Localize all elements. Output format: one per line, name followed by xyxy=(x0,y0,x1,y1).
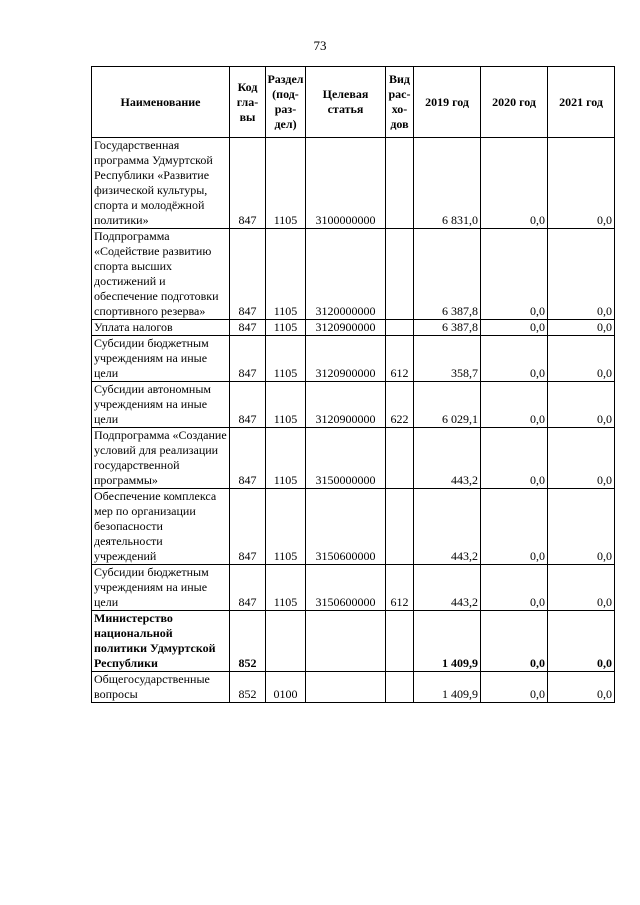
cell-2021: 0,0 xyxy=(548,611,615,672)
cell-type xyxy=(386,611,414,672)
cell-name: Субсидии бюджетным учреждениям на иные цели xyxy=(92,565,230,611)
cell-type xyxy=(386,320,414,336)
cell-section: 1105 xyxy=(266,489,306,565)
cell-2019: 443,2 xyxy=(414,489,481,565)
cell-section: 1105 xyxy=(266,320,306,336)
cell-2019: 443,2 xyxy=(414,565,481,611)
cell-section: 1105 xyxy=(266,138,306,229)
cell-name: Подпрограмма «Создание условий для реализации государственной программы» xyxy=(92,428,230,489)
table-row xyxy=(92,320,615,336)
table-row xyxy=(92,138,615,229)
cell-target xyxy=(306,672,386,703)
cell-2020: 0,0 xyxy=(481,320,548,336)
cell-target: 3150600000 xyxy=(306,565,386,611)
page-number: 73 xyxy=(313,38,327,53)
cell-code: 847 xyxy=(230,138,266,229)
cell-2021: 0,0 xyxy=(548,336,615,382)
cell-type: 622 xyxy=(386,382,414,428)
cell-target: 3120900000 xyxy=(306,336,386,382)
cell-name: Обеспечение комплекса мер по организации безопасности деятельности учреждений xyxy=(92,489,230,565)
cell-2020: 0,0 xyxy=(481,229,548,320)
cell-code: 852 xyxy=(230,611,266,672)
cell-target xyxy=(306,611,386,672)
table-row xyxy=(92,382,615,428)
header-target: Целевая статья xyxy=(306,67,386,138)
cell-code: 847 xyxy=(230,489,266,565)
header-type: Вид рас-хо-дов xyxy=(386,67,414,138)
table-header-row xyxy=(92,67,615,138)
cell-name: Общегосударственные вопросы xyxy=(92,672,230,703)
cell-target: 3100000000 xyxy=(306,138,386,229)
cell-target: 3150600000 xyxy=(306,489,386,565)
cell-target: 3120900000 xyxy=(306,320,386,336)
cell-type: 612 xyxy=(386,565,414,611)
cell-2021: 0,0 xyxy=(548,489,615,565)
cell-2019: 443,2 xyxy=(414,428,481,489)
header-name: Наименование xyxy=(92,67,230,138)
cell-name: Уплата налогов xyxy=(92,320,230,336)
cell-2021: 0,0 xyxy=(548,428,615,489)
cell-code: 847 xyxy=(230,428,266,489)
cell-name: Субсидии бюджетным учреждениям на иные цели xyxy=(92,336,230,382)
cell-section: 1105 xyxy=(266,229,306,320)
cell-2020: 0,0 xyxy=(481,489,548,565)
table-row xyxy=(92,565,615,611)
cell-2019: 1 409,9 xyxy=(414,611,481,672)
cell-2021: 0,0 xyxy=(548,229,615,320)
cell-2020: 0,0 xyxy=(481,565,548,611)
header-2019: 2019 год xyxy=(414,67,481,138)
header-section: Раздел (под-раз-дел) xyxy=(266,67,306,138)
cell-2020: 0,0 xyxy=(481,428,548,489)
cell-name: Государственная программа Удмуртской Республики «Развитие физической культуры, спорта и молодёжной политики» xyxy=(92,138,230,229)
cell-2019: 1 409,9 xyxy=(414,672,481,703)
cell-2021: 0,0 xyxy=(548,138,615,229)
cell-2020: 0,0 xyxy=(481,672,548,703)
cell-2021: 0,0 xyxy=(548,672,615,703)
cell-section: 1105 xyxy=(266,565,306,611)
cell-section: 1105 xyxy=(266,336,306,382)
table-row xyxy=(92,672,615,703)
cell-name: Министерство национальной политики Удмуртской Республики xyxy=(92,611,230,672)
cell-section xyxy=(266,611,306,672)
cell-type xyxy=(386,489,414,565)
cell-2021: 0,0 xyxy=(548,320,615,336)
cell-code: 847 xyxy=(230,229,266,320)
cell-2019: 6 387,8 xyxy=(414,320,481,336)
header-2021: 2021 год xyxy=(548,67,615,138)
cell-section: 1105 xyxy=(266,382,306,428)
cell-name: Субсидии автономным учреждениям на иные цели xyxy=(92,382,230,428)
cell-type xyxy=(386,138,414,229)
cell-type xyxy=(386,672,414,703)
table-body xyxy=(92,138,615,703)
cell-code: 847 xyxy=(230,336,266,382)
table-row xyxy=(92,229,615,320)
cell-2020: 0,0 xyxy=(481,138,548,229)
cell-2019: 6 831,0 xyxy=(414,138,481,229)
cell-2020: 0,0 xyxy=(481,336,548,382)
header-2020: 2020 год xyxy=(481,67,548,138)
cell-section: 1105 xyxy=(266,428,306,489)
cell-code: 847 xyxy=(230,320,266,336)
cell-type xyxy=(386,229,414,320)
table-row xyxy=(92,611,615,672)
cell-2019: 6 029,1 xyxy=(414,382,481,428)
cell-2021: 0,0 xyxy=(548,565,615,611)
cell-2020: 0,0 xyxy=(481,611,548,672)
table-row xyxy=(92,489,615,565)
cell-type: 612 xyxy=(386,336,414,382)
cell-2021: 0,0 xyxy=(548,382,615,428)
cell-code: 847 xyxy=(230,565,266,611)
cell-target: 3150000000 xyxy=(306,428,386,489)
cell-target: 3120000000 xyxy=(306,229,386,320)
cell-section: 0100 xyxy=(266,672,306,703)
header-code: Код гла-вы xyxy=(230,67,266,138)
cell-2019: 6 387,8 xyxy=(414,229,481,320)
cell-type xyxy=(386,428,414,489)
cell-code: 847 xyxy=(230,382,266,428)
cell-name: Подпрограмма «Содействие развитию спорта высших достижений и обеспечение подготовки спортивного резерва» xyxy=(92,229,230,320)
table-row xyxy=(92,428,615,489)
cell-2020: 0,0 xyxy=(481,382,548,428)
cell-target: 3120900000 xyxy=(306,382,386,428)
table-row xyxy=(92,336,615,382)
cell-2019: 358,7 xyxy=(414,336,481,382)
cell-code: 852 xyxy=(230,672,266,703)
budget-table xyxy=(91,66,615,703)
